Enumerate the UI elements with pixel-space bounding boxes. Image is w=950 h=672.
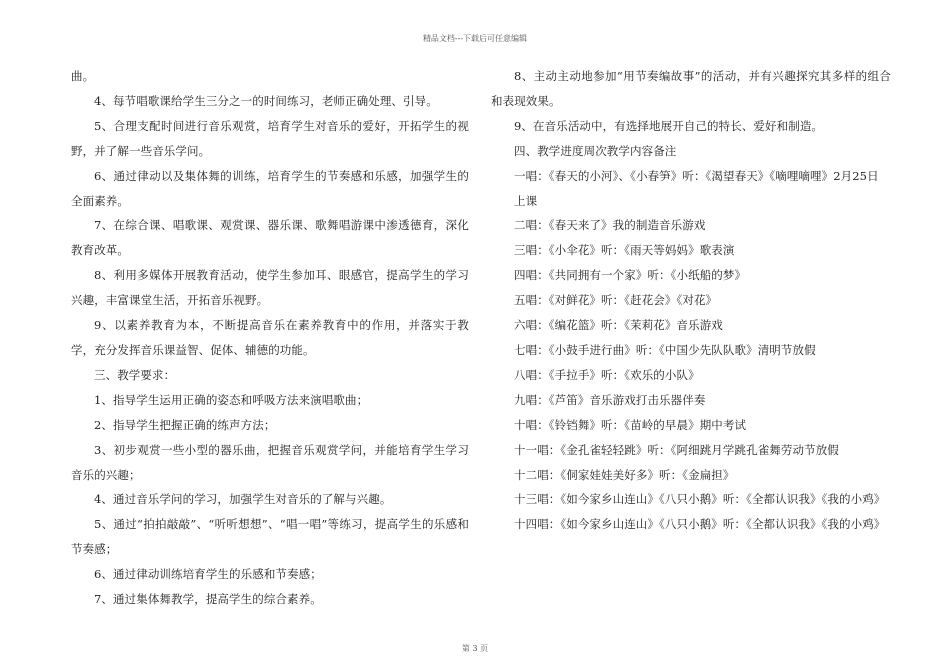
paragraph: 3、初步观赏一些小型的器乐曲，把握音乐观赏学问，并能培育学生学习音乐的兴趣； xyxy=(71,442,469,482)
schedule-row: 一唱：《春天的小河》、《小春笋》听：《渴望春天》《嘀哩嘀哩》2月25日 xyxy=(514,168,879,183)
schedule-row: 十三唱：《如今家乡山连山》《八只小鹅》听：《全都认识我》《我的小鸡》 xyxy=(514,492,886,507)
page-header: 精品文档---下载后可任意编辑 xyxy=(422,34,528,43)
paragraph: 5、通过“拍拍敲敲”、“听听想想”、“唱一唱”等练习，提高学生的乐感和节奏感； xyxy=(71,517,469,557)
paragraph: 1、指导学生运用正确的姿态和呼吸方法来演唱歌曲； xyxy=(94,392,369,407)
paragraph: 7、通过集体舞教学，提高学生的综合素养。 xyxy=(94,592,322,607)
schedule-row: 十二唱：《侗家娃娃美好多》听：《金扁担》 xyxy=(514,467,735,482)
section-heading: 四、教学进度周次教学内容备注 xyxy=(514,143,677,158)
paragraph: 7、在综合课、唱歌课、观赏课、器乐课、歌舞唱游课中渗透德育，深化教育改革。 xyxy=(71,218,469,258)
schedule-row: 八唱：《手拉手》听：《欢乐的小队》 xyxy=(514,367,700,382)
paragraph: 曲。 xyxy=(71,69,95,83)
left-column xyxy=(71,64,469,612)
paragraph: 9、在音乐活动中，有选择地展开自己的特长、爱好和制造。 xyxy=(514,118,824,133)
schedule-row: 四唱：《共同拥有一个家》听：《小纸船的梦》 xyxy=(514,268,747,283)
schedule-row: 十一唱：《金孔雀轻轻跳》听：《阿细跳月学跳孔雀舞劳动节放假 xyxy=(514,442,839,457)
schedule-row: 二唱：《春天来了》我的制造音乐游戏 xyxy=(514,218,706,233)
page-number: 第 3 页 xyxy=(461,644,489,653)
paragraph: 8、利用多媒体开展教育活动，使学生参加耳、眼感官，提高学生的学习兴趣，丰富课堂生活，开拓音乐视野。 xyxy=(71,268,469,308)
schedule-row: 五唱：《对鲜花》听：《赶花会》《对花》 xyxy=(514,293,718,308)
right-column xyxy=(491,64,891,537)
schedule-row: 十四唱：《如今家乡山连山》《八只小鹅》听：《全都认识我》《我的小鸡》 xyxy=(514,517,886,532)
paragraph: 2、指导学生把握正确的练声方法； xyxy=(94,417,276,432)
paragraph: 9、以素养教育为本，不断提高音乐在素养教育中的作用，并落实于教学，充分发挥音乐课益智、促体、辅德的功能。 xyxy=(71,318,469,357)
schedule-row: 七唱：《小鼓手进行曲》听：《中国少先队队歌》清明节放假 xyxy=(514,342,816,357)
schedule-row: 上课 xyxy=(514,193,538,208)
paragraph: 4、每节唱歌课给学生三分之一的时间练习，老师正确处理、引导。 xyxy=(94,93,438,108)
paragraph: 8、主动主动地参加“用节奏编故事”的活动，并有兴趣探究其多样的组合和表现效果。 xyxy=(491,69,891,108)
paragraph: 6、通过律动训练培育学生的乐感和节奏感； xyxy=(94,567,322,582)
paragraph: 5、合理支配时间进行音乐观赏，培育学生对音乐的爱好，开拓学生的视野，并了解一些音乐学问。 xyxy=(71,118,469,158)
paragraph: 4、通过音乐学问的学习，加强学生对音乐的了解与兴趣。 xyxy=(94,492,392,507)
schedule-row: 十唱：《铃铛舞》听：《苗岭的早晨》期中考试 xyxy=(514,417,747,432)
schedule-row: 三唱：《小伞花》听：《雨天等妈妈》歌表演 xyxy=(514,243,735,258)
schedule-row: 九唱：《芦笛》音乐游戏打击乐器伴奏 xyxy=(514,392,706,407)
section-heading: 三、教学要求： xyxy=(94,367,176,382)
paragraph: 6、通过律动以及集体舞的训练，培育学生的节奏感和乐感，加强学生的全面素养。 xyxy=(71,168,469,208)
schedule-row: 六唱：《编花篮》听：《茉莉花》音乐游戏 xyxy=(514,318,723,333)
